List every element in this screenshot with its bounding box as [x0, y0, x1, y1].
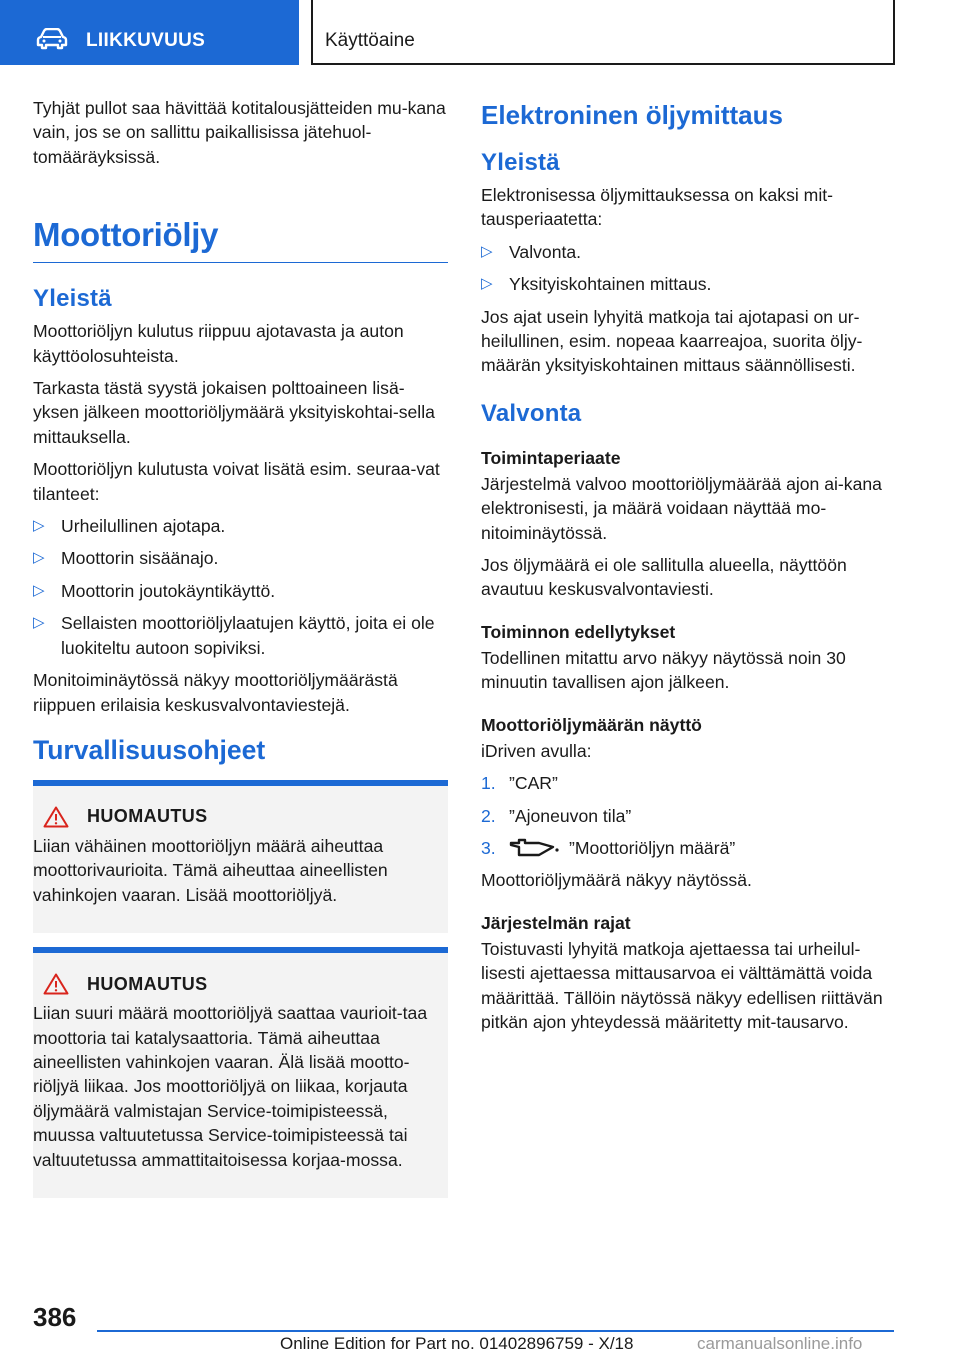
- oil-can-icon: [509, 837, 561, 859]
- bullet-icon: ▷: [481, 275, 493, 293]
- list-item: ▷ Sellaisten moottoriöljylaatujen käyttö, joita ei ole luokiteltu autoon sopiviksi.: [33, 613, 435, 658]
- bullet-list: [33, 514, 448, 660]
- chapter-title: Käyttöaine: [325, 30, 415, 51]
- right-column: [481, 96, 894, 1042]
- bullet-icon: ▷: [481, 242, 493, 260]
- page-number: 386: [33, 1302, 77, 1332]
- paragraph: Järjestelmä valvoo moottoriöljymäärää ajon ai-kana elektronisesti, ja määrä voidaan näyttää mo-nitoiminäytössä.: [481, 473, 882, 543]
- chapter-box: [311, 0, 895, 65]
- list-item: ▷ Valvonta.: [481, 240, 894, 264]
- paragraph: Moottoriöljyn kulutusta voivat lisätä esim. seuraa-vat tilanteet:: [33, 459, 440, 504]
- paragraph: Elektronisessa öljymittauksessa on kaksi mit-tausperiaatetta:: [481, 185, 833, 230]
- bullet-list: [481, 240, 894, 297]
- list-item: 2. ”Ajoneuvon tila”: [481, 805, 632, 826]
- monitoring-heading: Valvonta: [481, 399, 582, 427]
- bullet-icon: ▷: [33, 549, 45, 567]
- notice-title: HUOMAUTUS: [87, 806, 208, 827]
- list-item: ▷ Urheilullinen ajotapa.: [33, 514, 448, 538]
- list-item: ▷ Yksityiskohtainen mittaus.: [481, 272, 894, 296]
- display-heading: Moottoriöljymäärän näyttö: [481, 714, 702, 735]
- footer-divider: [97, 1330, 894, 1332]
- paragraph: Toistuvasti lyhyitä matkoja ajettaessa tai urheilul-lisesti ajettaessa mittausarvoa ei välttämättä voida määrittää. Tällöin näytössä näkyy edellisen riittävän pitkän ajon yhteydessä määritetty mit-tausarvo.: [481, 938, 883, 1032]
- paragraph: Monitoiminäytössä näkyy moottoriöljymäärästä riippuen erilaisia keskusvalvontaviestejä.: [33, 670, 398, 715]
- notice-text: Liian vähäinen moottoriöljyn määrä aiheuttaa moottorivaurioita. Tämä aiheuttaa aineellisten vahinkojen vaaran. Lisää moottoriöljyä.: [33, 835, 388, 905]
- paragraph: Moottoriöljyn kulutus riippuu ajotavasta ja auton käyttöolosuhteista.: [33, 321, 404, 366]
- warning-icon: [43, 973, 69, 995]
- page-title: Moottoriöljy: [33, 216, 448, 263]
- left-column: [33, 96, 448, 1210]
- steps-list: [481, 771, 894, 860]
- list-item: 3. ”Moottoriöljyn määrä”: [481, 837, 736, 858]
- list-item: ▷ Moottorin sisäänajo.: [33, 546, 448, 570]
- notice-text: Liian suuri määrä moottoriöljyä saattaa vaurioit-taa moottoria tai katalysaattoria. Tämä aiheuttaa aineellisten vahinkojen vaaran. Älä lisää mootto-riöljyä liikaa. Jos moottoriöljyä on liikaa, korjauta öljymäärä valmistajan Service-toimipisteessä, muussa valtuutetussa Service-toimipisteessä tai valtuutetussa ammattitaitoisessa korjaa-mossa.: [33, 1003, 428, 1170]
- intro-paragraph: Tyhjät pullot saa hävittää kotitalousjätteiden mu-kana vain, jos se on sallittu paikallisissa jätehuol-tomääräyksissä.: [33, 98, 446, 167]
- warning-icon: [43, 806, 69, 828]
- watermark: carmanualsonline.info: [697, 1334, 863, 1353]
- section-title: LIIKKUVUUS: [86, 30, 206, 51]
- paragraph: Jos ajat usein lyhyitä matkoja tai ajotapasi on ur-heilullinen, esim. nopeaa kaarreajoa, suorita öljy-määrän yksityiskohtainen mittaus säännöllisesti.: [481, 306, 863, 376]
- paragraph: iDriven avulla:: [481, 740, 592, 761]
- section-title: Elektroninen öljymittaus: [481, 100, 783, 130]
- paragraph: Tarkasta tästä syystä jokaisen polttoaineen lisä-yksen jälkeen moottoriöljymäärä yksityiskohtai-sella mittauksella.: [33, 378, 435, 447]
- notice-title: HUOMAUTUS: [87, 973, 208, 994]
- bullet-icon: ▷: [33, 581, 45, 599]
- bullet-icon: ▷: [33, 517, 45, 535]
- safety-heading: Turvallisuusohjeet: [33, 734, 266, 765]
- notice-box: [33, 780, 448, 933]
- paragraph: Todellinen mitattu arvo näkyy näytössä noin 30 minuutin tavallisen ajon jälkeen.: [481, 647, 846, 693]
- bullet-icon: ▷: [33, 614, 45, 632]
- car-icon: [36, 28, 68, 50]
- general-heading: Yleistä: [33, 285, 112, 313]
- edition-text: Online Edition for Part no. 01402896759 - X/18: [280, 1334, 634, 1353]
- conditions-heading: Toiminnon edellytykset: [481, 621, 676, 642]
- paragraph: Jos öljymäärä ei ole sallitulla alueella, näyttöön avautuu keskusvalvontaviesti.: [481, 555, 847, 600]
- list-item: ▷ Moottorin joutokäyntikäyttö.: [33, 579, 448, 603]
- general-heading: Yleistä: [481, 149, 560, 176]
- paragraph: Moottoriöljymäärä näkyy näytössä.: [481, 870, 752, 891]
- notice-box: [33, 947, 448, 1198]
- section-tab: [0, 0, 299, 65]
- limits-heading: Järjestelmän rajat: [481, 912, 631, 933]
- list-item: 1. ”CAR”: [481, 773, 558, 794]
- principle-heading: Toimintaperiaate: [481, 447, 621, 468]
